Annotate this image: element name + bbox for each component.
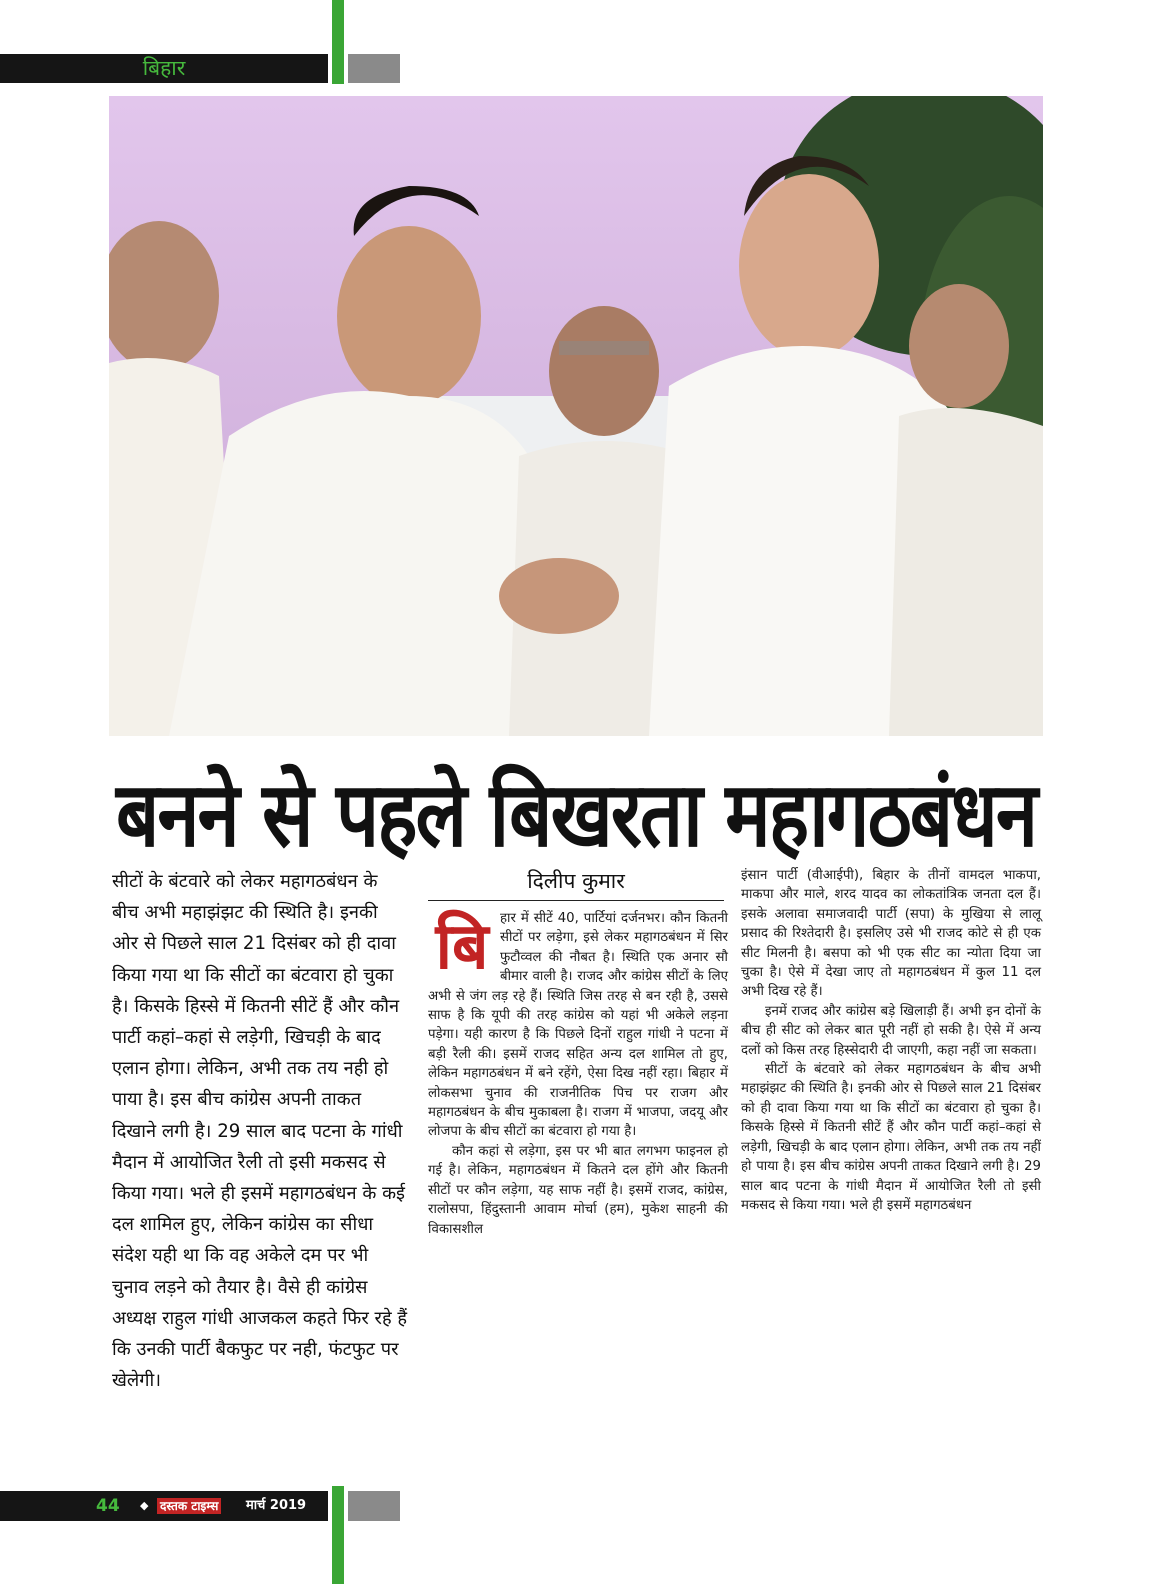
section-label: बिहार <box>0 54 328 83</box>
drop-cap: बि <box>435 910 489 984</box>
body-paragraph: सीटों के बंटवारे को लेकर महागठबंधन के बीच अभी महाझंझट की स्थिति है। इनकी ओर से पिछले साल 21 दिसंबर को ही दावा किया गया था कि सीटों का बंटवारा हो चुका है। किसके हिस्से में कितनी सीटें हैं और कौन पार्टी कहां–कहां से लड़ेगी, खिचड़ी के बाद एलान होगा। लेकिन, अभी तक तय नहीं हो पाया है। इस बीच कांग्रेस अपनी ताकत दिखाने लगी है। 29 साल बाद पटना के गांधी मैदान में आयोजित रैली तो इसी मकसद से किया गया। भले ही इसमें महागठबंधन <box>741 1062 1041 1213</box>
footer-green-rule <box>332 1486 344 1584</box>
article-headline: बनने से पहले बिखरता महागठबंधन <box>115 761 1037 867</box>
article-photo <box>109 96 1043 736</box>
header-grey-block <box>348 54 400 83</box>
intro-paragraph: सीटों के बंटवारे को लेकर महागठबंधन के बीच अभी महाझंझट की स्थिति है। इनकी ओर से पिछले साल 21 दिसंबर को ही दावा किया गया था कि सीटों का बंटवारा हो चुका है। किसके हिस्से में कितनी सीटें हैं और कौन पार्टी कहां–कहां से लड़ेगी, खिचड़ी के बाद एलान होगा। लेकिन, अभी तक तय नही हो पाया है। इस बीच कांग्रेस अपनी ताकत दिखाने लगी है। 29 साल बाद पटना के गांधी मैदान में आयोजित रैली तो इसी मकसद से किया गया। भले ही इसमें महागठबंधन के कई दल शामिल हुए, लेकिन कांग्रेस का सीधा संदेश यही था कि वह अकेले दम पर भी चुनाव लड़ने को तैयार है। वैसे ही कांग्रेस अध्यक्ष राहुल गांधी आजकल कहते फिर रहे हैं कि उनकी पार्टी बैकफुट पर नही, फंटफुट पर खेलेगी। <box>112 871 408 1392</box>
body-paragraph: कौन कहां से लड़ेगा, इस पर भी बात लगभग फाइनल हो गई है। लेकिन, महागठबंधन में कितने दल होंगे और कितनी सीटों पर कौन लड़ेगा, यह साफ नहीं है। इसमें राजद, कांग्रेस, रालोसपा, हिंदुस्तानी आवाम मोर्चा (हम), मुकेश साहनी की विकासशील <box>428 1143 728 1237</box>
author-byline: दिलीप कुमार <box>428 866 724 901</box>
page-number: 44 <box>96 1496 120 1516</box>
body-paragraph: हार में सीटें 40, पार्टियां दर्जनभर। कौन कितनी सीटों पर लड़ेगा, इसे लेकर महागठबंधन में सिर फुटौव्वल की नौबत है। स्थिति एक अनार सौ बीमार वाली है। राजद और कांग्रेस सीटों के लिए अभी से जंग लड़ रहे हैं। स्थिति जिस तरह से बन रही है, उससे साफ है कि यूपी की तरह कांग्रेस को यहां भी अकेले लड़ना पड़ेगा। यही कारण है कि पिछले दिनों राहुल गांधी ने पटना में बड़ी रैली की। इसमें राजद सहित अन्य दल शामिल तो हुए, लेकिन महागठबंधन में बने रहेंगे, ऐसा दिख नहीं रहा। बिहार में लोकसभा चुनाव की राजनीतिक पिच पर राजग और महागठबंधन के बीच मुकाबला है। राजग में भाजपा, जदयू और लोजपा के बीच सीटों का बंटवारा हो गया है। <box>428 911 728 1140</box>
header-green-rule <box>332 0 344 84</box>
body-column-2 <box>428 866 728 1239</box>
footer-grey-block <box>348 1491 400 1521</box>
footer-bar <box>0 1491 328 1521</box>
body-paragraph: इंसान पार्टी (वीआईपी), बिहार के तीनों वामदल भाकपा, माकपा और माले, शरद यादव का लोकतांत्रिक जनता दल हैं। इसके अलावा समाजवादी पार्टी (सपा) के मुखिया से लालू प्रसाद की रिश्तेदारी है। इसलिए उसे भी राजद कोटे से ही एक सीट मिलनी है। बसपा को भी एक सीट का न्योता दिया जा चुका है। ऐसे में देखा जाए तो महागठबंधन में कुल 11 दल अभी दिख रहे हैं। <box>741 868 1041 1000</box>
magazine-logo: दस्तक टाइम्स <box>157 1498 221 1514</box>
body-text-2 <box>428 909 728 1239</box>
intro-column <box>112 866 408 1396</box>
issue-date: मार्च 2019 <box>246 1498 307 1513</box>
diamond-icon: ◆ <box>140 1499 149 1512</box>
body-column-3 <box>741 866 1041 1215</box>
body-paragraph: इनमें राजद और कांग्रेस बड़े खिलाड़ी हैं। अभी इन दोनों के बीच ही सीट को लेकर बात पूरी नहीं हो सकी है। ऐसे में अन्य दलों को किस तरह हिस्सेदारी दी जाएगी, कहा नहीं जा सकता। <box>741 1003 1041 1058</box>
